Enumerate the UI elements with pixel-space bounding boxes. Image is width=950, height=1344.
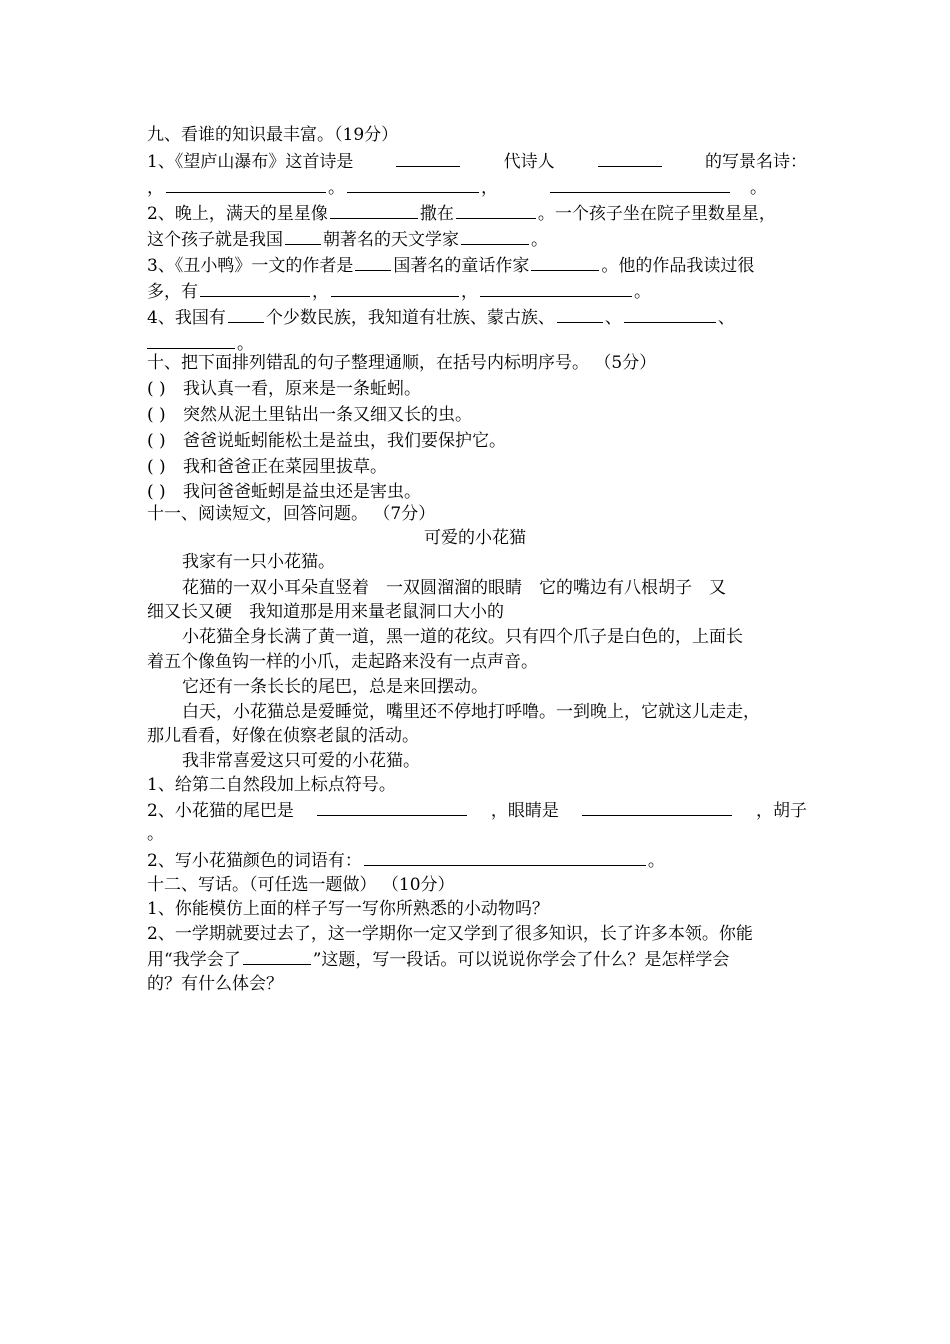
q9-4-text-b: 个少数民族，我知道有壮族、蒙古族、 (265, 308, 555, 328)
q9-3-text-a: 3、《丑小鸭》一文的作者是 (147, 256, 354, 276)
ordering-item (147, 455, 807, 479)
q9-1-text-b: 代诗人 (503, 152, 555, 172)
ordering-item-text: 突然从泥土里钻出一条又细又长的虫。 (183, 405, 472, 425)
q11-3-text-b: 。 (647, 851, 665, 871)
q9-1-text-d: ， (147, 178, 164, 198)
ordering-item-text: 我和爸爸正在菜园里拔草。 (183, 457, 387, 477)
blank[interactable] (531, 253, 599, 271)
q11-2-text-a: 2、小花猫的尾巴是 (147, 801, 294, 821)
q9-2-line1 (147, 201, 807, 225)
q11-3-text-a: 2、写小花猫颜色的词语有： (147, 851, 362, 871)
q9-3-text-c: 。他的作品我读过很 (601, 256, 755, 276)
q11-2-line1 (147, 798, 807, 822)
passage-title: 可爱的小花猫 (424, 528, 526, 548)
passage-paragraph-5-line1: 白天，小花猫总是爱睡觉，嘴里还不停地打呼噜。一到晚上，它就这儿走走， (182, 702, 760, 722)
q12-1: 1、你能模仿上面的样子写一写你所熟悉的小动物吗？ (147, 899, 549, 919)
q9-4-text-e: 。 (237, 334, 254, 354)
section-9-heading: 九、看谁的知识最丰富。（19分） (147, 125, 399, 145)
q9-3-text-b: 国著名的童话作家 (393, 256, 530, 276)
q12-2-line1: 2、一学期就要过去了，这一学期你一定又学到了很多知识，长了许多本领。你能 (147, 924, 753, 944)
q9-3-text-e: ， (312, 282, 329, 302)
blank[interactable] (461, 227, 529, 245)
blank[interactable] (582, 798, 732, 816)
q9-1-text-g: 。 (750, 178, 767, 198)
blank[interactable] (624, 305, 716, 323)
blank[interactable] (147, 331, 235, 349)
blank[interactable] (243, 947, 311, 965)
blank[interactable] (355, 253, 391, 271)
q9-2-line2 (147, 227, 807, 251)
q9-3-text-d: 多，有 (147, 282, 198, 302)
passage-paragraph-1: 我家有一只小花猫。 (182, 552, 335, 572)
q9-1-line1 (147, 149, 807, 173)
passage-paragraph-3-line1: 小花猫全身长满了黄一道，黑一道的花纹。只有四个爪子是白色的，上面长 (182, 627, 743, 647)
blank[interactable] (347, 175, 479, 193)
passage-paragraph-6: 我非常喜爱这只可爱的小花猫。 (182, 751, 420, 771)
blank[interactable] (166, 175, 326, 193)
q9-4-text-a: 4、我国有 (147, 308, 226, 328)
q11-2-text-c: ，胡子 (755, 801, 807, 821)
blank[interactable] (317, 798, 467, 816)
q12-2-line2 (147, 947, 807, 971)
section-11-heading: 十一、阅读短文，回答问题。 （7分） (147, 504, 436, 524)
q9-3-text-g: 。 (634, 282, 651, 302)
q9-4-text-d: 、 (717, 308, 735, 328)
blank[interactable] (480, 279, 632, 297)
section-12-heading: 十二、写话。（可任选一题做） （10分） (147, 875, 455, 895)
order-paren[interactable]: ( ) (147, 431, 166, 451)
q12-2-line3: 的？有什么体会？ (147, 974, 283, 994)
ordering-item (147, 429, 807, 453)
blank[interactable] (331, 279, 459, 297)
ordering-item-text: 爸爸说蚯蚓能松土是益虫，我们要保护它。 (183, 431, 506, 451)
blank[interactable] (456, 201, 536, 219)
q11-1: 1、给第二自然段加上标点符号。 (147, 775, 396, 795)
q9-2-text-a: 2、晚上，满天的星星像 (147, 204, 328, 224)
ordering-item (147, 480, 807, 504)
q9-2-text-c: 。一个孩子坐在院子里数星星， (537, 204, 776, 224)
blank[interactable] (557, 305, 603, 323)
passage-paragraph-2-line2: 细又长又硬 我知道那是用来量老鼠洞口大小的 (147, 602, 504, 622)
q9-2-text-b: 撒在 (419, 204, 454, 224)
q9-3-line1 (147, 253, 807, 277)
q9-2-text-d: 这个孩子就是我国 (147, 230, 283, 250)
q9-2-text-e: 朝著名的天文学家 (323, 230, 459, 250)
q9-1-text-a: 1、《望庐山瀑布》这首诗是 (147, 152, 354, 172)
q11-2-text-b: ，眼睛是 (490, 801, 559, 821)
q9-3-line2 (147, 279, 807, 303)
passage-paragraph-4: 它还有一条长长的尾巴，总是来回摆动。 (182, 677, 488, 697)
section-10-heading: 十、把下面排列错乱的句子整理通顺，在括号内标明序号。 （5分） (147, 353, 657, 373)
order-paren[interactable]: ( ) (147, 405, 166, 425)
blank[interactable] (330, 201, 418, 219)
q9-3-text-f: ， (461, 282, 478, 302)
q9-4-text-c: 、 (604, 308, 622, 328)
passage-paragraph-5-line2: 那儿看看，好像在侦察老鼠的活动。 (147, 726, 419, 746)
q12-2-text-a: 用“我学会了 (147, 950, 241, 970)
ordering-item-text: 我认真一看，原来是一条蚯蚓。 (183, 379, 421, 399)
ordering-item-text: 我问爸爸蚯蚓是益虫还是害虫。 (183, 482, 421, 502)
blank[interactable] (285, 227, 321, 245)
q9-4-line1 (147, 305, 807, 329)
order-paren[interactable]: ( ) (147, 457, 166, 477)
blank[interactable] (200, 279, 310, 297)
ordering-item (147, 403, 807, 427)
q9-2-text-f: 。 (531, 230, 548, 250)
order-paren[interactable]: ( ) (147, 482, 166, 502)
q9-1-text-f: ， (481, 178, 498, 198)
passage-paragraph-3-line2: 着五个像鱼钩一样的小爪，走起路来没有一点声音。 (147, 652, 538, 672)
ordering-item (147, 377, 807, 401)
blank[interactable] (396, 149, 460, 167)
q12-2-text-b: ”这题，写一段话。可以说说你学会了什么？是怎样学会 (312, 950, 730, 970)
blank[interactable] (550, 175, 730, 193)
order-paren[interactable]: ( ) (147, 379, 166, 399)
passage-paragraph-2-line1: 花猫的一双小耳朵直竖着 一双圆溜溜的眼睛 它的嘴边有八根胡子 又 (182, 578, 726, 598)
q11-3 (147, 848, 807, 872)
q11-2-line2: 。 (147, 824, 164, 844)
blank[interactable] (364, 848, 646, 866)
blank[interactable] (598, 149, 662, 167)
q9-1-text-c: 的写景名诗： (704, 152, 807, 172)
q9-1-line2 (147, 175, 807, 199)
blank[interactable] (228, 305, 264, 323)
q9-1-text-e: 。 (328, 178, 345, 198)
